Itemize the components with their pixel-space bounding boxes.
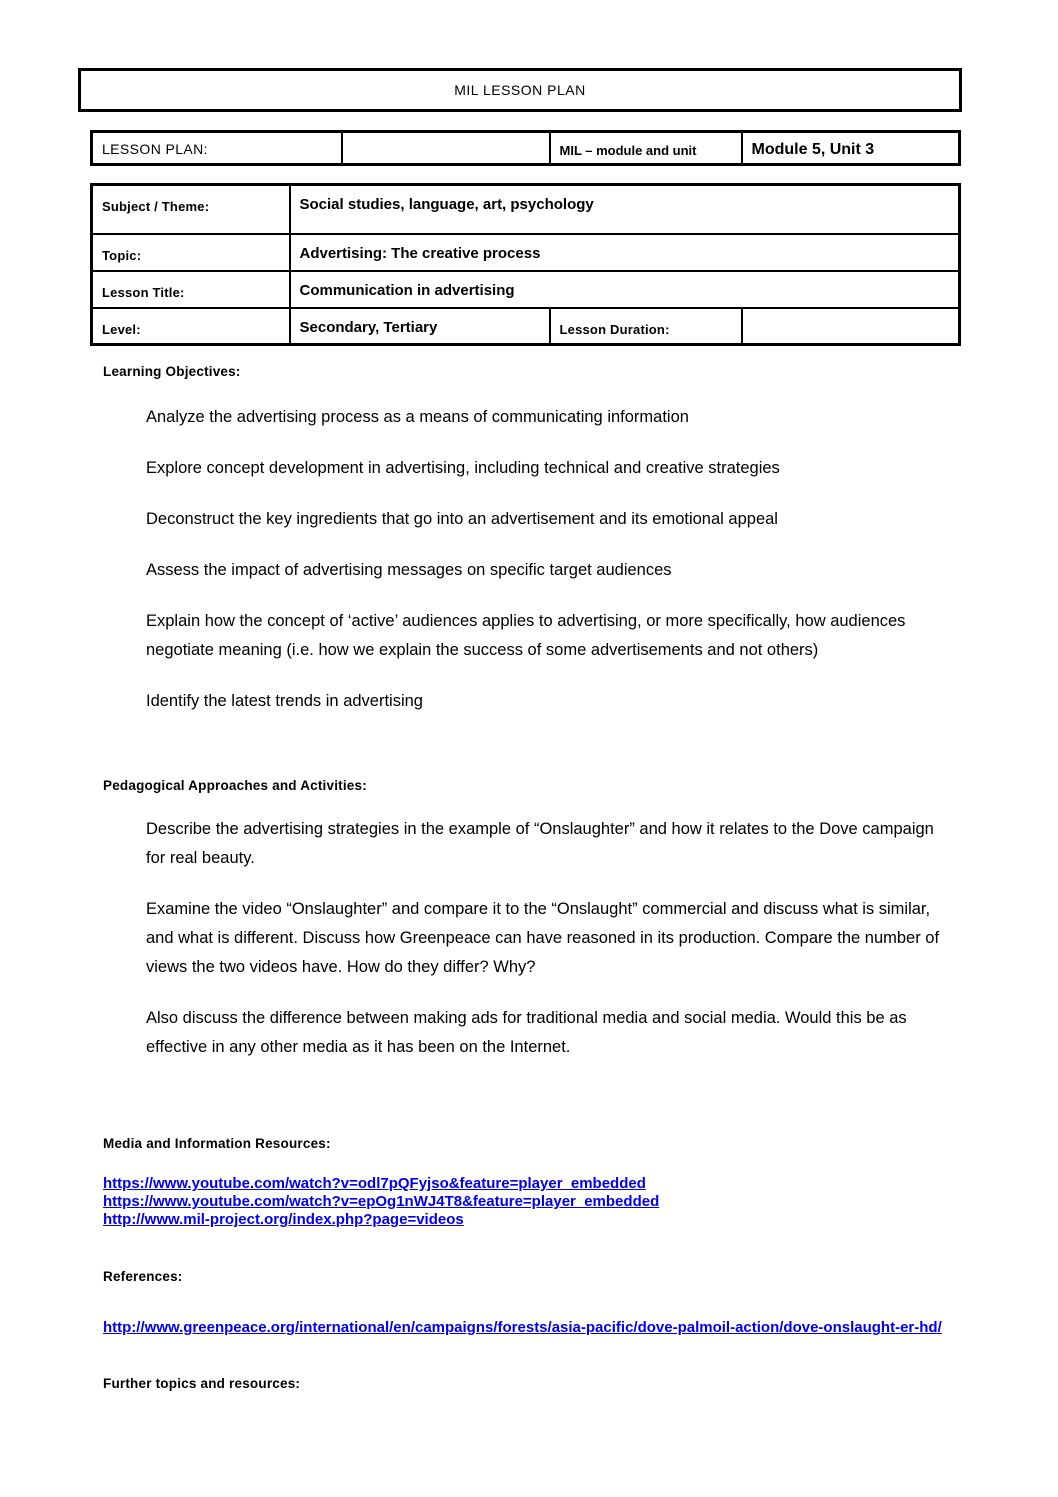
document-title-box [78,68,962,112]
subject-theme-value-cell: Social studies, language, art, psychology [290,185,960,234]
media-resource-link[interactable]: http://www.mil-project.org/index.php?page=videos [103,1211,464,1228]
reference-link[interactable]: http://www.greenpeace.org/international/en/campaigns/forests/asia-pacific/dove-palmoil-action/dove-onslaught-er-hd/ [103,1319,942,1336]
learning-objective-item: Explain how the concept of ‘active’ audiences applies to advertising, or more specifically, how audiences negotiate meaning (i.e. how we explain the success of some advertisements and not others) [146,612,906,659]
table-row [92,308,960,345]
topic-value-cell: Advertising: The creative process [290,234,960,271]
mil-module-unit-label-cell: MIL – module and unit [550,132,742,165]
media-resources-heading: Media and Information Resources: [103,1136,331,1151]
lesson-duration-label-cell: Lesson Duration: [550,308,742,345]
media-resources-links [103,1175,964,1229]
learning-objective-item: Explore concept development in advertising, including technical and creative strategies [146,459,780,477]
subject-theme-label-cell: Subject / Theme: [92,185,290,234]
pedagogical-paragraph: Describe the advertising strategies in the example of “Onslaughter” and how it relates to the Dove campaign for real beauty. [146,820,934,867]
mil-module-unit-value-cell: Module 5, Unit 3 [742,132,960,165]
lesson-duration-value-cell [742,308,960,345]
lesson-info-table [90,183,961,346]
topic-label-cell: Topic: [92,234,290,271]
table-row [92,234,960,271]
document-body [103,364,964,1391]
table-row [92,271,960,308]
media-resource-link[interactable]: https://www.youtube.com/watch?v=odl7pQFyjso&feature=player_embedded [103,1175,646,1192]
learning-objective-item: Analyze the advertising process as a means of communicating information [146,408,689,426]
learning-objective-item: Assess the impact of advertising messages on specific target audiences [146,561,672,579]
references-heading: References: [103,1269,183,1284]
lesson-title-value-cell: Communication in advertising [290,271,960,308]
learning-objectives-list [103,403,964,716]
pedagogical-approaches-paragraphs [103,815,964,1062]
level-value-cell: Secondary, Tertiary [290,308,550,345]
learning-objectives-heading: Learning Objectives: [103,364,241,379]
lesson-title-label-cell: Lesson Title: [92,271,290,308]
lesson-plan-header-table [90,130,961,166]
lesson-plan-value-cell [342,132,550,165]
table-row [92,185,960,234]
learning-objective-item: Deconstruct the key ingredients that go into an advertisement and its emotional appeal [146,510,778,528]
level-label-cell: Level: [92,308,290,345]
further-topics-heading: Further topics and resources: [103,1376,301,1391]
references-links [103,1318,964,1338]
header-table-row [92,132,960,165]
learning-objective-item: Identify the latest trends in advertising [146,692,423,710]
lesson-plan-label-cell: LESSON PLAN: [92,132,342,165]
media-resource-link[interactable]: https://www.youtube.com/watch?v=epOg1nWJ4T8&feature=player_embedded [103,1193,660,1210]
pedagogical-approaches-heading: Pedagogical Approaches and Activities: [103,778,367,793]
pedagogical-paragraph: Also discuss the difference between making ads for traditional media and social media. Would this be as effective in any other media as it has been on the Internet. [146,1009,907,1056]
document-title: MIL LESSON PLAN [454,82,586,98]
pedagogical-paragraph: Examine the video “Onslaughter” and compare it to the “Onslaught” commercial and discuss what is similar, and what is different. Discuss how Greenpeace can have reasoned in its production. Compare the number of views the two videos have. How do they differ? Why? [146,900,940,976]
